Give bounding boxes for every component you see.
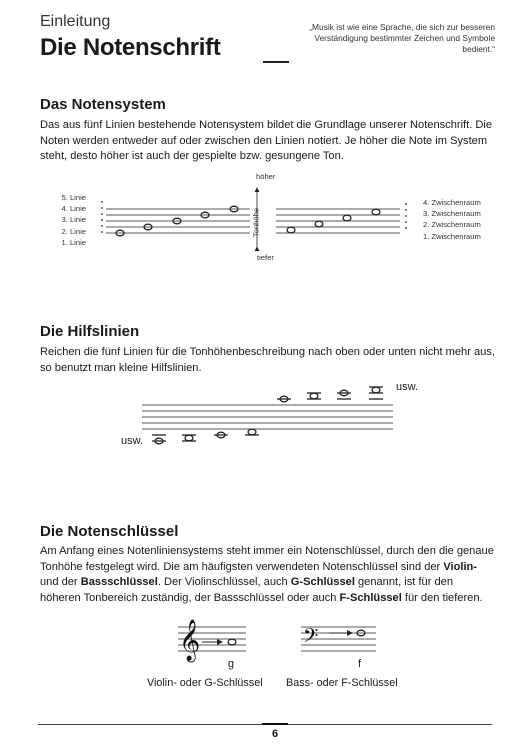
f-clef-icon: 𝄢: [303, 624, 319, 652]
upper-ledger-notes: [277, 387, 383, 402]
f-note-label: f: [358, 658, 361, 670]
pitch-label: Tonhöhe: [251, 207, 261, 238]
line-label: 2. Linie: [61, 226, 86, 236]
paragraph-notenschluessel: Am Anfang eines Notenliniensystems steht immer ein Notenschlüssel, durch den die genaue Tonhöhe festgelegt wird. Die am häufigsten verwendeten Notenschlüssel sind der Violin- und der Bassschlüssel. Der Violinschlüssel, auch G-Schlüssel genannt, ist für den höheren Tonbereich zuständig, der Bassschlüssel oder auch F-Schlüssel für den tieferen.: [40, 545, 494, 604]
section-label: Einleitung: [40, 13, 111, 30]
heading-hilfslinien: Die Hilfslinien: [40, 323, 140, 340]
line-label: 3. Linie: [61, 215, 86, 225]
heading-notenschluessel: Die Notenschlüssel: [40, 523, 179, 540]
etc-label-bottom: usw.: [121, 435, 144, 447]
line-label: 5. Linie: [61, 193, 86, 202]
line-label: 4. Linie: [61, 204, 86, 214]
lower-label: tiefer: [257, 253, 274, 262]
staff-diagram: [101, 188, 407, 247]
space-label: 3. Zwischenraum: [423, 209, 481, 219]
lower-ledger-notes: [152, 429, 259, 444]
g-clef-caption: Violin- oder G-Schlüssel: [147, 677, 263, 689]
page-number: 6: [271, 728, 279, 740]
g-note-label: g: [228, 658, 235, 670]
paragraph-notensystem: Das aus fünf Linien bestehende Notensystem bildet die Grundlage unserer Notenschrift. Die Noten werden entweder auf oder zwischen den Linien notiert. Je höher die Note im System steht, desto höher ist auch der gespielte bzw. gesungene Ton.: [40, 119, 493, 163]
space-label: 4. Zwischenraum: [423, 198, 481, 207]
heading-notensystem: Das Notensystem: [40, 96, 166, 113]
paragraph-hilfslinien: Reichen die fünf Linien für die Tonhöhenbeschreibung nach oben oder unten nicht mehr aus, so benutzt man kleine Hilfslinien.: [40, 346, 495, 374]
left-staff: [106, 209, 250, 233]
space-label: 1. Zwischenraum: [423, 231, 481, 241]
header-quote: „Musik ist wie eine Sprache, die sich zur besseren Verständigung bestimmter Zeichen und Symbole bedient.“: [309, 22, 495, 54]
g-clef-figure: [178, 619, 246, 662]
f-clef-figure: [301, 624, 376, 652]
ledger-diagram: [142, 387, 393, 444]
f-clef-caption: Bass- oder F-Schlüssel: [286, 677, 398, 689]
line-label: 1. Linie: [61, 237, 86, 247]
etc-label-top: usw.: [396, 381, 419, 393]
higher-label: höher: [256, 172, 276, 181]
space-label: 2. Zwischenraum: [423, 220, 481, 230]
page-title: Die Notenschrift: [40, 34, 221, 61]
label-dots: [101, 201, 407, 233]
g-clef-icon: 𝄞: [179, 620, 201, 661]
